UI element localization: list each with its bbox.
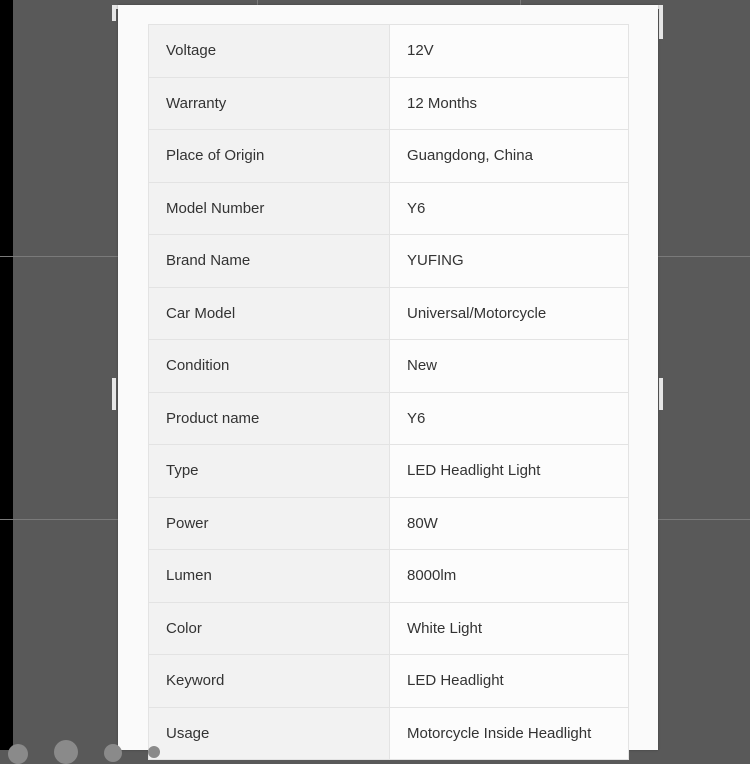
spec-row xyxy=(149,235,629,288)
spec-label: Car Model xyxy=(149,287,390,340)
spec-row xyxy=(149,550,629,603)
product-spec-table xyxy=(148,24,629,760)
spec-label: Usage xyxy=(149,707,390,760)
spec-row xyxy=(149,130,629,183)
spec-value: YUFING xyxy=(390,235,629,288)
spec-row xyxy=(149,287,629,340)
spec-row xyxy=(149,602,629,655)
spec-value: 8000lm xyxy=(390,550,629,603)
carousel-dot-2[interactable] xyxy=(54,740,78,764)
crop-edge-handle-left[interactable] xyxy=(112,378,116,410)
spec-row xyxy=(149,77,629,130)
spec-label: Condition xyxy=(149,340,390,393)
spec-row xyxy=(149,655,629,708)
spec-value: White Light xyxy=(390,602,629,655)
spec-value: LED Headlight xyxy=(390,655,629,708)
spec-value: Y6 xyxy=(390,392,629,445)
spec-label: Lumen xyxy=(149,550,390,603)
crop-edge-handle-right[interactable] xyxy=(659,378,663,410)
spec-label: Warranty xyxy=(149,77,390,130)
crop-corner-handle-top-left-vertical[interactable] xyxy=(112,5,116,21)
spec-label: Keyword xyxy=(149,655,390,708)
spec-label: Place of Origin xyxy=(149,130,390,183)
spec-label: Voltage xyxy=(149,25,390,78)
spec-row xyxy=(149,182,629,235)
spec-row xyxy=(149,340,629,393)
spec-value: Guangdong, China xyxy=(390,130,629,183)
spec-row xyxy=(149,445,629,498)
spec-value: 80W xyxy=(390,497,629,550)
spec-value: New xyxy=(390,340,629,393)
spec-row xyxy=(149,392,629,445)
spec-row xyxy=(149,25,629,78)
spec-row xyxy=(149,707,629,760)
spec-value: 12V xyxy=(390,25,629,78)
spec-value: Universal/Motorcycle xyxy=(390,287,629,340)
spec-value: LED Headlight Light xyxy=(390,445,629,498)
spec-row xyxy=(149,497,629,550)
spec-label: Color xyxy=(149,602,390,655)
crop-corner-handle-top-right-vertical[interactable] xyxy=(659,5,663,39)
spec-label: Model Number xyxy=(149,182,390,235)
spec-value: Y6 xyxy=(390,182,629,235)
left-edge-strip xyxy=(0,0,13,750)
carousel-dot-1[interactable] xyxy=(8,744,28,764)
spec-label: Power xyxy=(149,497,390,550)
spec-value: Motorcycle Inside Headlight xyxy=(390,707,629,760)
carousel-dot-3[interactable] xyxy=(104,744,122,762)
spec-label: Type xyxy=(149,445,390,498)
spec-value: 12 Months xyxy=(390,77,629,130)
spec-label: Brand Name xyxy=(149,235,390,288)
spec-label: Product name xyxy=(149,392,390,445)
carousel-dot-4[interactable] xyxy=(148,746,160,758)
